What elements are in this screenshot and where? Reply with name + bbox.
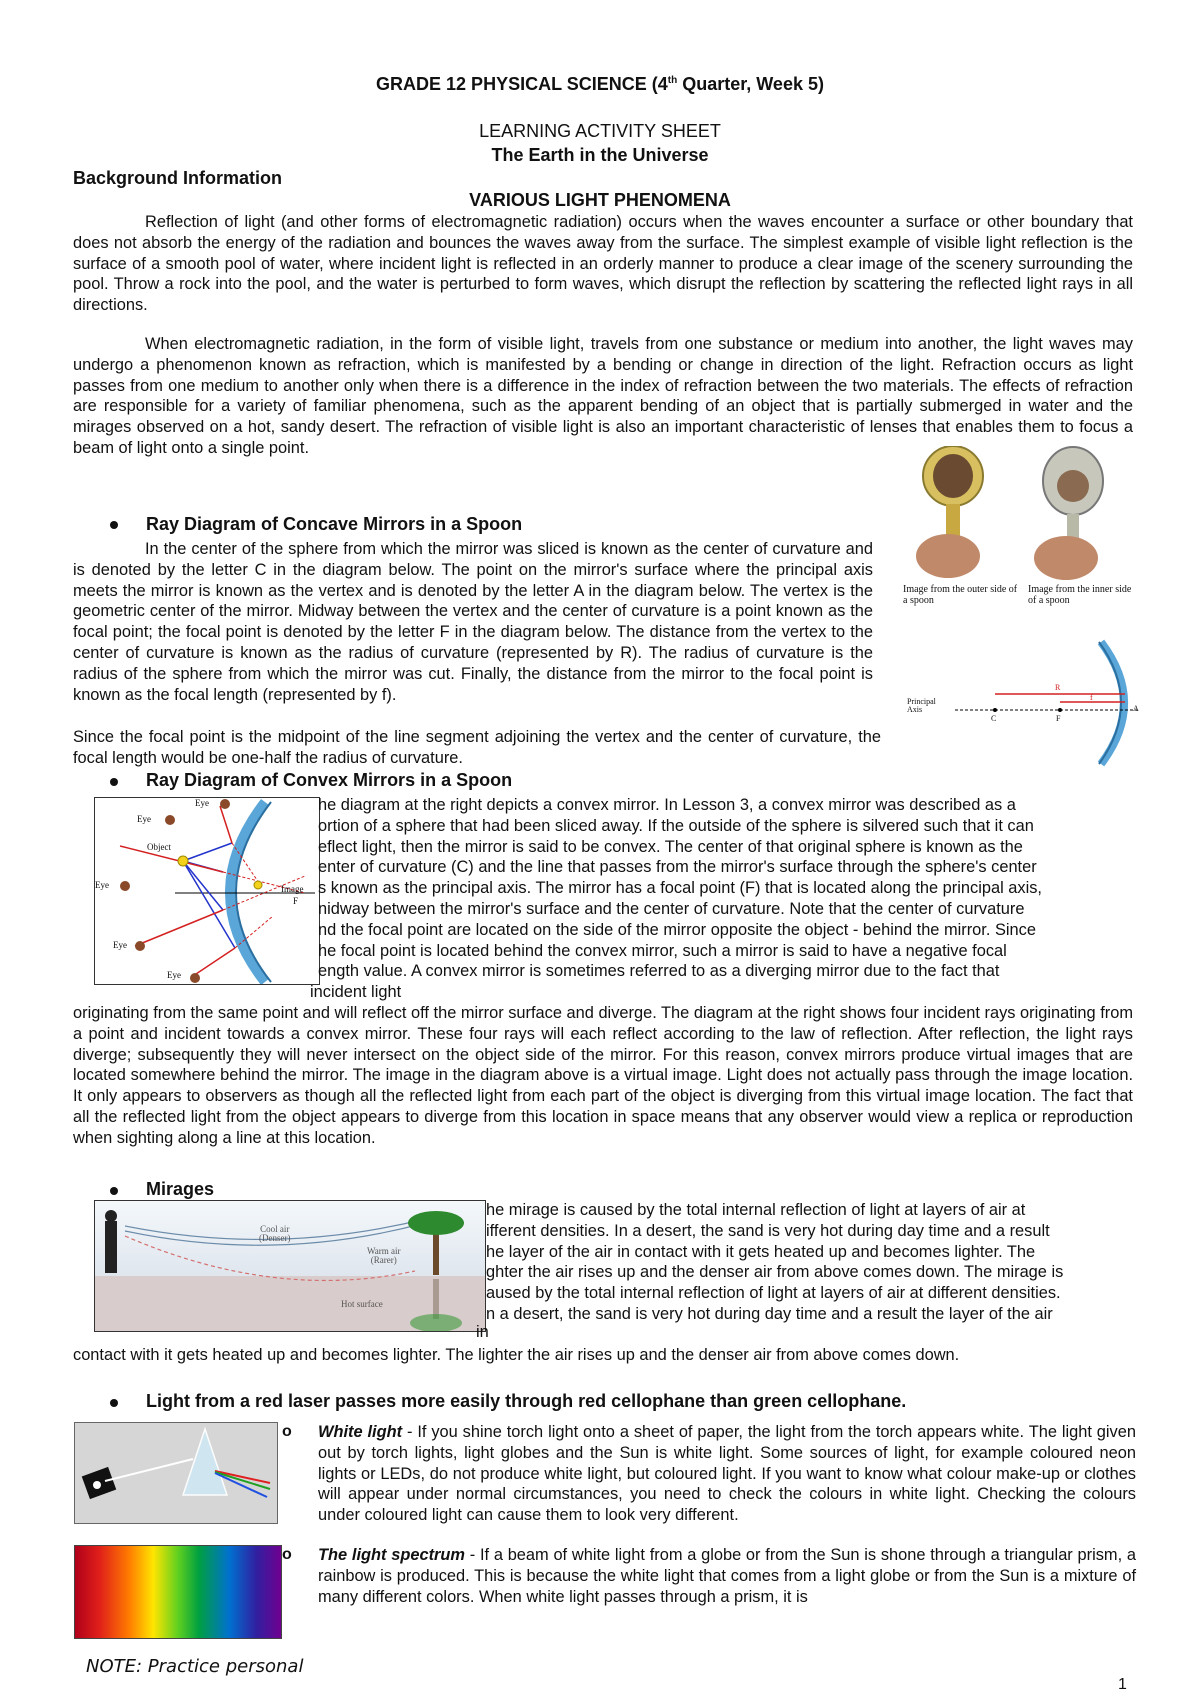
eye-label: Eye xyxy=(167,970,181,980)
spectrum-gradient xyxy=(75,1546,281,1638)
bullet-dot xyxy=(110,778,118,786)
eye-label: Eye xyxy=(195,798,209,808)
cool-air-label: Cool air (Denser) xyxy=(259,1224,291,1243)
eye-label: Eye xyxy=(137,814,151,824)
mirages-heading: Mirages xyxy=(146,1179,215,1199)
bullet-dot xyxy=(110,1399,118,1407)
section-heading: VARIOUS LIGHT PHENOMENA xyxy=(469,190,731,210)
bullet-dot xyxy=(110,1187,118,1195)
page-title: GRADE 12 PHYSICAL SCIENCE (4th Quarter, Week 5) xyxy=(376,74,824,94)
white-light-paragraph: White light - If you shine torch light onto a sheet of paper, the light from the torch appears white. The light given out by torch lights, light globes and the Sun is white light. Some sources of light, for example coloured neon lights or LEDs, do not produce white light, but coloured light. If you want to know what colour make-up or clothes will appear under normal circumstances, you need to check the colours in white light. Checking the colours under coloured light can cause them to look very different. xyxy=(318,1423,1136,1525)
prism-illustration xyxy=(75,1423,277,1523)
concave-paragraph-2: Since the focal point is the midpoint of the line segment adjoining the vertex and the center of curvature, the focal length would be one-half the radius of curvature. xyxy=(73,728,881,767)
eye-label: Eye xyxy=(95,880,109,890)
spectrum-figure xyxy=(74,1545,282,1639)
convex-mirror-diagram xyxy=(94,797,320,985)
sub-bullet-marker: o xyxy=(282,1423,292,1440)
laser-heading: Light from a red laser passes more easily through red cellophane than green cellophane. xyxy=(146,1391,907,1411)
label-focal-length: f xyxy=(1090,693,1093,702)
intro-paragraph-2: When electromagnetic radiation, in the form of visible light, travels from one substance or medium into another, the light waves may undergo a phenomenon known as refraction, which is manifested by a bending or change in direction of the light. Refraction occurs as light passes from one medium to another only when there is a difference in the index of refraction between the two materials. The effects of refraction are responsible for a variety of familiar phenomena, such as the apparent bending of an object that is partially submerged in water and the mirages observed on a hot, sandy desert. The refraction of visible light is also an important characteristic of lenses that enables them to focus a beam of light onto a single point. xyxy=(73,335,1133,457)
footer-note: NOTE: Practice personal xyxy=(86,1656,304,1677)
hot-surface-label: Hot surface xyxy=(341,1299,383,1309)
image-label: Image xyxy=(281,884,304,894)
light-spectrum-paragraph: The light spectrum - If a beam of white light from a globe or from the Sun is shone through a triangular prism, a rainbow is produced. This is because the white light that comes from a light globe or from the Sun is a mixture of many different colors. When white light passes through a prism, it is xyxy=(318,1546,1136,1606)
mirages-paragraph: contact with it gets heated up and becomes lighter. The lighter the air rises up and the denser air from above comes down. xyxy=(73,1346,960,1364)
principal-axis-label: Principal Axis xyxy=(907,697,936,714)
sheet-subtitle: The Earth in the Universe xyxy=(491,145,709,165)
concave-mirror-diagram xyxy=(905,638,1145,768)
label-c: C xyxy=(991,714,997,723)
sheet-label: LEARNING ACTIVITY SHEET xyxy=(479,121,721,141)
sub-bullet-marker: o xyxy=(282,1546,292,1563)
mirage-diagram xyxy=(94,1200,486,1332)
prism-figure xyxy=(74,1422,278,1524)
label-r: R xyxy=(1055,683,1061,692)
background-heading: Background Information xyxy=(73,168,283,188)
label-a: A xyxy=(1133,704,1139,713)
object-label: Object xyxy=(147,842,171,852)
spoon-illustration xyxy=(898,446,1138,606)
spoon-caption-inner: Image from the inner side of a spoon xyxy=(1028,584,1132,606)
mirage-illustration xyxy=(95,1201,485,1331)
warm-air-label: Warm air (Rarer) xyxy=(367,1246,401,1265)
spoon-photos xyxy=(898,446,1138,606)
concave-heading: Ray Diagram of Concave Mirrors in a Spoon xyxy=(146,514,523,534)
spoon-caption-outer: Image from the outer side of a spoon xyxy=(903,584,1018,606)
page-number: 1 xyxy=(1118,1676,1127,1693)
mirages-wrap-text: he mirage is caused by the total internal reflection of light at layers of air at ifferent densities. In a desert, the sand is very hot during day time and a result he layer of the air in contact with it gets heated up and becomes lighter. The ghter the air rises up and the denser air from above comes down. The mirage is aused by the total internal reflection of light at layers of air at different densities. n a desert, the sand is very hot during day time and a result the layer of the air in xyxy=(476,1201,1064,1341)
convex-heading: Ray Diagram of Convex Mirrors in a Spoon xyxy=(146,770,513,790)
convex-wrap-text: he diagram at the right depicts a convex mirror. In Lesson 3, a convex mirror was described as a ortion of a sphere that had been sliced away. If the outside of the sphere is silvered such that it can eflect light, then the mirror is said to be convex. The center of that original sphere is known as the enter of curvature (C) and the line that passes from the mirror's surface through the sphere's center s known as the principal axis. The mirror has a focal point (F) that is located along the principal axis, nidway between the mirror's surface and the center of curvature. Note that the center of curvature nd the focal point are located on the side of the mirror opposite the object - behind the mirror. Since he focal point is located behind the convex mirror, such a mirror is said to have a negative focal ength value. A convex mirror is sometimes referred to as a diverging mirror due to the fact that incident light xyxy=(310,796,1042,1002)
convex-paragraph: originating from the same point and will reflect off the mirror surface and diverge. The diagram at the right shows four incident rays originating from a point and incident towards a convex mirror. These four rays will each reflect according to the law of reflection. After reflection, the light rays diverge; subsequently they will never intersect on the object side of the mirror. For this reason, convex mirrors produce virtual images that are located somewhere behind the mirror. The image in the diagram above is a virtual image. Light does not actually pass through the image location. It only appears to observers as though all the reflected light from each part of the object is diverging from this virtual image location. The fact that all the reflected light from the object appears to diverge from this location in space means that any observer would view a replica or reproduction when sighting along a line at this location. xyxy=(73,1004,1133,1147)
concave-paragraph-1: In the center of the sphere from which the mirror was sliced is known as the center of curvature and is denoted by the letter C in the diagram below. The point on the mirror's surface where the principal axis meets the mirror is known as the vertex and is denoted by the letter A in the diagram below. The vertex is the geometric center of the mirror. Midway between the vertex and the center of curvature is a point known as the focal point; the focal point is denoted by the letter F in the diagram below. The distance from the vertex to the center of curvature is known as the radius of curvature (represented by R). The radius of curvature is the radius of the sphere from which the mirror was cut. Finally, the distance from the mirror to the focal point is known as the focal length (represented by f). xyxy=(73,540,873,704)
label-f: F xyxy=(1056,714,1061,723)
bullet-dot xyxy=(110,521,118,529)
concave-ray-diagram xyxy=(905,638,1145,768)
focal-label: F xyxy=(293,896,299,906)
eye-label: Eye xyxy=(113,940,127,950)
intro-paragraph-1: Reflection of light (and other forms of electromagnetic radiation) occurs when the waves encounter a surface or other boundary that does not absorb the energy of the radiation and bounces the waves away from the surface. The simplest example of visible light reflection is the surface of a smooth pool of water, where incident light is reflected in an orderly manner to produce a clear image of the scenery surrounding the pool. Throw a rock into the pool, and the water is perturbed to form waves, which disrupt the reflection by scattering the reflected light rays in all directions. xyxy=(73,213,1133,315)
